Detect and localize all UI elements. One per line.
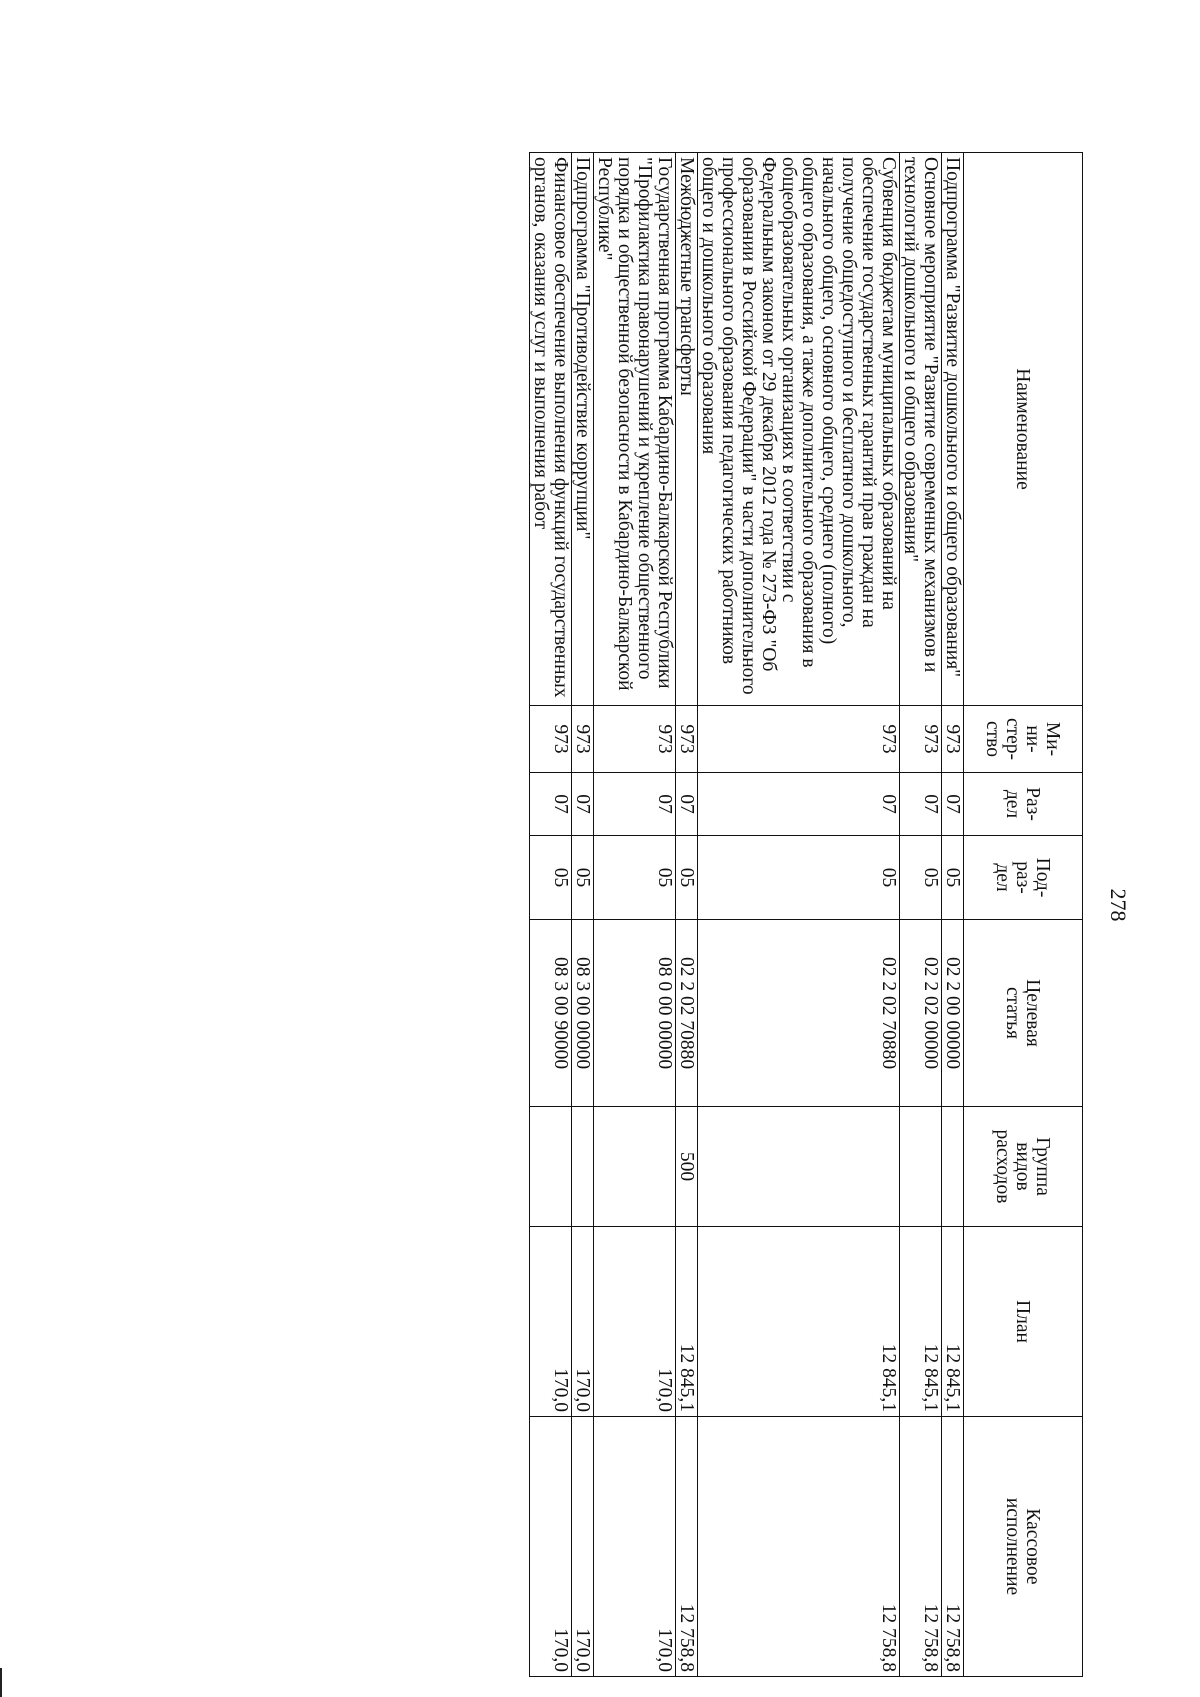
cell-expense-group bbox=[900, 1107, 942, 1227]
cell-name: Субвенция бюджетам муниципальных образований на обеспечение государственных гарантий прав граждан на получение общедоступного и бесплатного дошкольного, начального общего, основного общего, среднего (полного) общего образования, а также дополнительного образования в общеобразовательных организациях в соответствии с Федеральным законом от 29 декабря 2012 года № 273-ФЗ "Об образовании в Российской Федерации" в части дополнительного профессионального образования педагогических работников общего и дошкольного образования bbox=[698, 153, 900, 706]
cell-plan: 170,0 bbox=[530, 1227, 572, 1417]
cell-ministry: 973 bbox=[942, 706, 964, 773]
cell-subsection: 05 bbox=[530, 836, 572, 920]
cell-target-article: 08 3 00 90000 bbox=[530, 920, 572, 1107]
cell-name: Финансовое обеспечение выполнения функций государственных органов, оказания услуг и выполнения работ bbox=[530, 153, 572, 706]
cell-subsection: 05 bbox=[900, 836, 942, 920]
cell-subsection: 05 bbox=[594, 836, 676, 920]
cell-ministry: 973 bbox=[676, 706, 698, 773]
header-ministry: Ми- ни- стер- ство bbox=[964, 706, 1083, 773]
table-frame bbox=[143, 152, 1083, 1676]
cell-execution: 12 758,8 bbox=[698, 1417, 900, 1677]
header-target-article: Целевая статья bbox=[964, 920, 1083, 1107]
rotated-table-container bbox=[143, 152, 1083, 1676]
cell-section: 07 bbox=[572, 773, 594, 836]
table-body bbox=[530, 153, 964, 1677]
cell-section: 07 bbox=[594, 773, 676, 836]
cell-ministry: 973 bbox=[572, 706, 594, 773]
cell-plan: 12 845,1 bbox=[676, 1227, 698, 1417]
cell-section: 07 bbox=[676, 773, 698, 836]
page-number: 278 bbox=[1106, 888, 1131, 922]
cell-name: Государственная программа Кабардино-Балкарской Республики "Профилактика правонарушений и укрепление общественного порядка и общественной безопасности в Кабардино-Балкарской Республике" bbox=[594, 153, 676, 706]
cell-expense-group bbox=[942, 1107, 964, 1227]
scan-edge-mark bbox=[0, 1668, 2, 1697]
cell-execution: 170,0 bbox=[530, 1417, 572, 1677]
cell-ministry: 973 bbox=[594, 706, 676, 773]
table-row bbox=[900, 153, 942, 1677]
cell-target-article: 02 2 02 70880 bbox=[698, 920, 900, 1107]
cell-plan: 170,0 bbox=[594, 1227, 676, 1417]
table-row bbox=[698, 153, 900, 1677]
cell-expense-group bbox=[530, 1107, 572, 1227]
cell-section: 07 bbox=[900, 773, 942, 836]
cell-section: 07 bbox=[942, 773, 964, 836]
cell-target-article: 08 3 00 00000 bbox=[572, 920, 594, 1107]
table-row bbox=[530, 153, 572, 1677]
cell-expense-group bbox=[572, 1107, 594, 1227]
cell-execution: 12 758,8 bbox=[676, 1417, 698, 1677]
table-row bbox=[594, 153, 676, 1677]
cell-name: Межбюджетные трансферты bbox=[676, 153, 698, 706]
table-row bbox=[572, 153, 594, 1677]
header-name: Наименование bbox=[964, 153, 1083, 706]
cell-plan: 12 845,1 bbox=[942, 1227, 964, 1417]
cell-plan: 12 845,1 bbox=[900, 1227, 942, 1417]
cell-plan: 170,0 bbox=[572, 1227, 594, 1417]
cell-expense-group bbox=[698, 1107, 900, 1227]
cell-expense-group bbox=[594, 1107, 676, 1227]
cell-ministry: 973 bbox=[698, 706, 900, 773]
cell-plan: 12 845,1 bbox=[698, 1227, 900, 1417]
header-expense-group: Группа видов расходов bbox=[964, 1107, 1083, 1227]
cell-execution: 12 758,8 bbox=[900, 1417, 942, 1677]
header-plan: План bbox=[964, 1227, 1083, 1417]
cell-name: Подпрограмма "Развитие дошкольного и общего образования" bbox=[942, 153, 964, 706]
table-header bbox=[964, 153, 1083, 1677]
cell-target-article: 02 2 02 00000 bbox=[900, 920, 942, 1107]
cell-execution: 170,0 bbox=[572, 1417, 594, 1677]
cell-subsection: 05 bbox=[698, 836, 900, 920]
cell-subsection: 05 bbox=[942, 836, 964, 920]
cell-expense-group: 500 bbox=[676, 1107, 698, 1227]
table-row bbox=[676, 153, 698, 1677]
cell-subsection: 05 bbox=[676, 836, 698, 920]
cell-execution: 170,0 bbox=[594, 1417, 676, 1677]
cell-target-article: 08 0 00 00000 bbox=[594, 920, 676, 1107]
header-subsection: Под- раз- дел bbox=[964, 836, 1083, 920]
cell-name: Подпрограмма "Противодействие коррупции" bbox=[572, 153, 594, 706]
cell-section: 07 bbox=[530, 773, 572, 836]
cell-section: 07 bbox=[698, 773, 900, 836]
budget-table bbox=[529, 152, 1083, 1677]
header-section: Раз- дел bbox=[964, 773, 1083, 836]
header-execution: Кассовое исполнение bbox=[964, 1417, 1083, 1677]
header-row bbox=[964, 153, 1083, 1677]
cell-subsection: 05 bbox=[572, 836, 594, 920]
cell-ministry: 973 bbox=[530, 706, 572, 773]
cell-execution: 12 758,8 bbox=[942, 1417, 964, 1677]
cell-target-article: 02 2 00 00000 bbox=[942, 920, 964, 1107]
cell-target-article: 02 2 02 70880 bbox=[676, 920, 698, 1107]
cell-ministry: 973 bbox=[900, 706, 942, 773]
cell-name: Основное мероприятие "Развитие современных механизмов и технологий дошкольного и общего образования" bbox=[900, 153, 942, 706]
table-row bbox=[942, 153, 964, 1677]
